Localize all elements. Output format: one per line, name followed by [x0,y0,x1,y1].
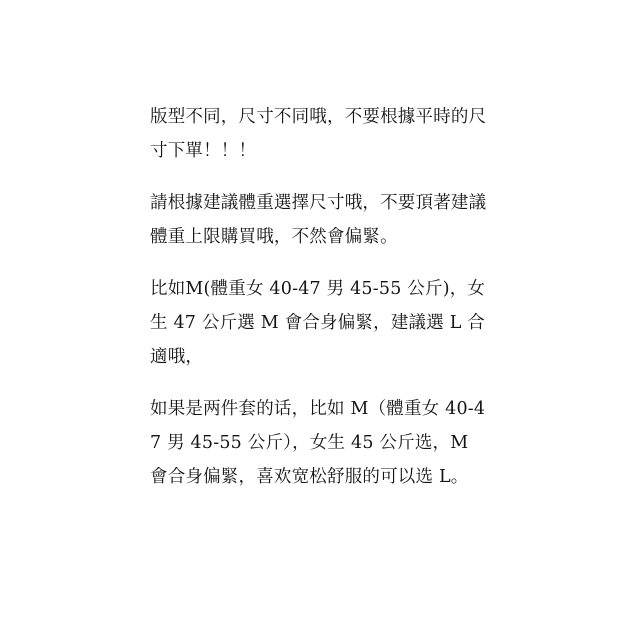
paragraph-2: 請根據建議體重選擇尺寸哦，不要頂著建議體重上限購買哦，不然會偏緊。 [150,193,487,247]
document-body [150,100,490,494]
paragraph-1: 版型不同，尺寸不同哦，不要根據平時的尺寸下單！！！ [150,107,487,161]
paragraph-3: 比如M(體重女 40-47 男 45-55 公斤)，女生 47 公斤選 M 會合身偏緊，建議選 L 合適哦， [150,279,486,367]
paragraph-4: 如果是两件套的话，比如 M（體重女 40-47 男 45-55 公斤），女生 45 公斤选，M 會合身偏緊，喜欢宽松舒服的可以选 L。 [150,399,486,487]
